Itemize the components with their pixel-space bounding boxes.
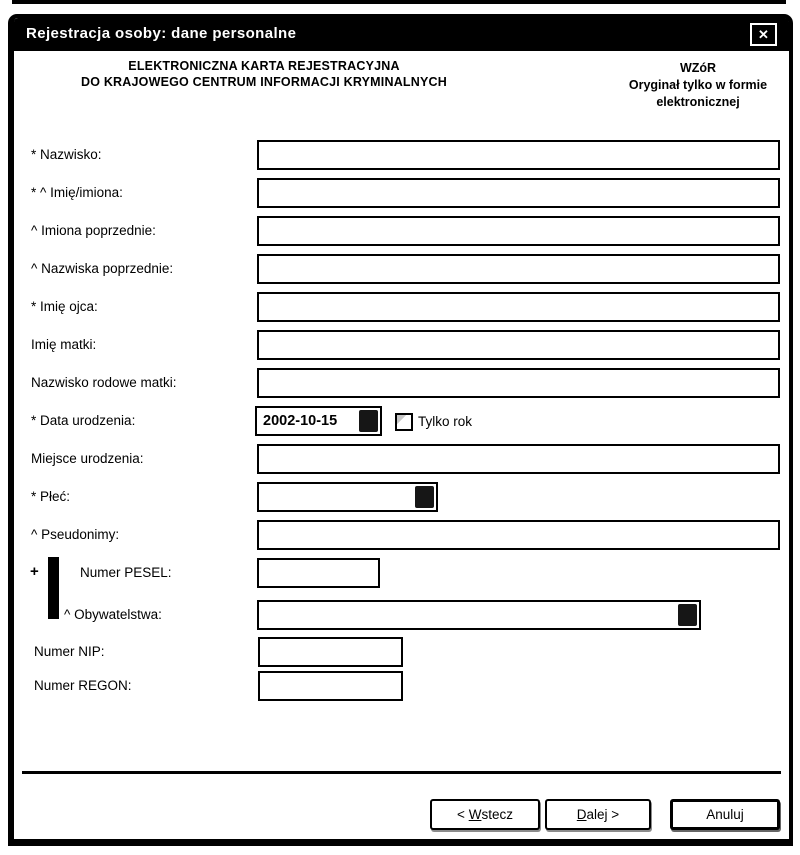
next-button-label-rest: alej >: [586, 806, 620, 822]
wzor-note-line2: Oryginał tylko w formie: [628, 78, 768, 92]
pesel-group-bracket: [48, 557, 59, 619]
input-imiona-poprzednie[interactable]: [257, 216, 780, 246]
input-imie-matki[interactable]: [257, 330, 780, 360]
label-imie-matki: Imię matki:: [31, 337, 97, 352]
wzor-note-line3: elektronicznej: [656, 95, 740, 109]
back-button-mnemonic: W: [468, 806, 482, 822]
label-numer-nip: Numer NIP:: [34, 644, 105, 659]
input-numer-pesel[interactable]: [257, 558, 380, 588]
input-nazwisko[interactable]: [257, 140, 780, 170]
chevron-down-icon[interactable]: [678, 604, 697, 626]
label-pseudonimy: ^ Pseudonimy:: [31, 527, 120, 542]
form-header-line2: DO KRAJOWEGO CENTRUM INFORMACJI KRYMINALNYCH: [81, 75, 447, 89]
cancel-button[interactable]: [670, 799, 780, 830]
label-nazwisko-rodowe-matki: Nazwisko rodowe matki:: [31, 375, 177, 390]
label-imiona-poprzednie: ^ Imiona poprzednie:: [31, 223, 156, 238]
obywatelstwa-combobox[interactable]: [257, 600, 701, 630]
calendar-dropdown-icon[interactable]: [359, 410, 378, 432]
label-data-urodzenia: * Data urodzenia:: [31, 413, 136, 428]
label-obywatelstwa: ^ Obywatelstwa:: [64, 607, 162, 622]
dialog-body: [14, 51, 789, 839]
label-tylko-rok: Tylko rok: [418, 414, 473, 429]
label-plec: * Płeć:: [31, 489, 71, 504]
label-nazwiska-poprzednie: ^ Nazwiska poprzednie:: [31, 261, 174, 276]
form-header-line1: ELEKTRONICZNA KARTA REJESTRACYJNA: [128, 59, 400, 73]
input-nazwisko-rodowe-matki[interactable]: [257, 368, 780, 398]
cancel-button-label: Anuluj: [706, 806, 744, 822]
date-value: 2002-10-15: [263, 413, 338, 429]
next-button-mnemonic: D: [576, 806, 587, 822]
input-pseudonimy[interactable]: [257, 520, 780, 550]
dialog-window: [8, 14, 793, 846]
chevron-down-icon[interactable]: [415, 486, 434, 508]
label-numer-regon: Numer REGON:: [34, 678, 132, 693]
form-header: [34, 58, 494, 90]
input-numer-nip[interactable]: [258, 637, 403, 667]
input-nazwiska-poprzednie[interactable]: [257, 254, 780, 284]
back-button-label-rest: stecz: [481, 806, 513, 822]
close-button[interactable]: [750, 23, 777, 46]
wzor-note-line1: WZóR: [679, 61, 717, 75]
input-imie-imiona[interactable]: [257, 178, 780, 208]
pesel-group-plus-marker: +: [30, 563, 39, 580]
back-button-label-pre: <: [457, 806, 469, 822]
footer-separator: [22, 771, 781, 774]
input-miejsce-urodzenia[interactable]: [257, 444, 780, 474]
label-nazwisko: * Nazwisko:: [31, 147, 102, 162]
input-numer-regon[interactable]: [258, 671, 403, 701]
label-imie-ojca: * Imię ojca:: [31, 299, 98, 314]
next-button[interactable]: [545, 799, 651, 830]
window-title: Rejestracja osoby: dane personalne: [26, 25, 297, 42]
back-button[interactable]: [430, 799, 540, 830]
plec-combobox[interactable]: [257, 482, 438, 512]
close-icon: ✕: [758, 27, 769, 42]
label-imie-imiona: * ^ Imię/imiona:: [31, 185, 123, 200]
label-numer-pesel: Numer PESEL:: [80, 565, 172, 580]
label-miejsce-urodzenia: Miejsce urodzenia:: [31, 451, 144, 466]
title-bar: [14, 18, 789, 51]
input-imie-ojca[interactable]: [257, 292, 780, 322]
date-combobox[interactable]: [255, 406, 382, 436]
scan-artifact-line: [12, 0, 786, 4]
wzor-note: [602, 60, 794, 111]
tylko-rok-checkbox[interactable]: [395, 413, 413, 431]
